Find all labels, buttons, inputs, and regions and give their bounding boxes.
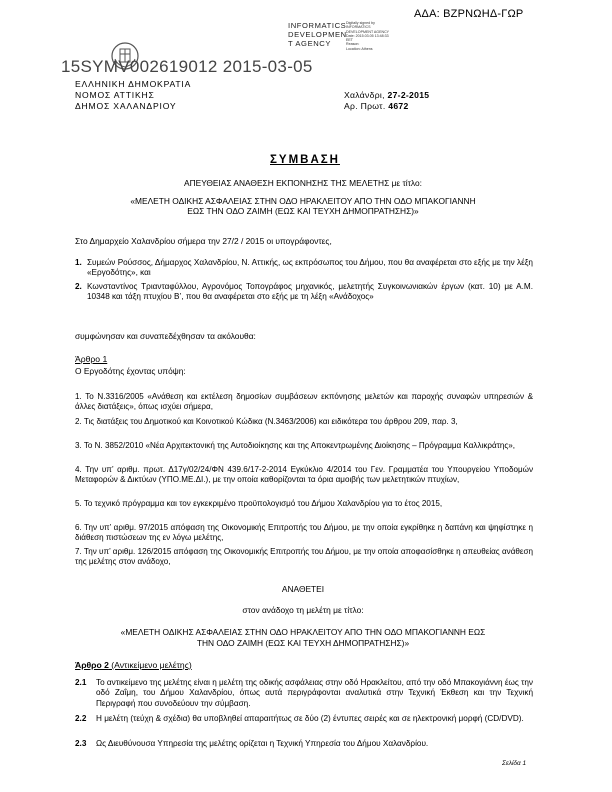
article-2-subject: (Αντικείμενο μελέτης) xyxy=(108,660,192,670)
place-label: Χαλάνδρι, xyxy=(344,90,388,100)
project-title-2-line: ΤΗΝ ΟΔΟ ΖΑΙΜΗ (ΕΩΣ ΚΑΙ ΤΕΥΧΗ ΔΗΜΟΠΡΑΤΗΣΗΣ)» xyxy=(196,638,410,648)
subitem-text: Η μελέτη (τεύχη & σχέδια) θα υποβληθεί απαραιτήτως σε δύο (2) έντυπες σειρές και σε ηλεκτρονική μορφή (CD/DVD). xyxy=(96,714,524,723)
article-2-heading xyxy=(75,660,192,671)
subitem-text: Το αντικείμενο της μελέτης είναι η μελέτη της οδικής ασφάλειας στην οδό Ηρακλείτου, από την οδό Μπακογιάννη έως την οδό Ζαΐμη, του Δήμου Χαλανδρίου, όπως αυτά περιγράφονται αναλυτικά στην Τεχνική Έκθεση και την Τεχνική Περιγραφή που συνοδεύουν την σύμβαση. xyxy=(96,678,533,708)
party-number: 2. xyxy=(75,282,82,291)
subitem-text: Ως Διευθύνουσα Υπηρεσία της μελέτης ορίζεται η Τεχνική Υπηρεσία του Δήμου Χαλανδρίου. xyxy=(96,739,429,748)
article-2-label: Άρθρο 2 xyxy=(75,660,109,670)
header-date xyxy=(344,90,429,101)
agency-line: DEVELOPMEN xyxy=(288,30,347,39)
agency-line: T AGENCY xyxy=(288,39,332,48)
document-subtitle: ΑΠΕΥΘΕΙΑΣ ΑΝΑΘΕΣΗ ΕΚΠΟΝΗΣΗΣ ΤΗΣ ΜΕΛΕΤΗΣ με τίτλο: xyxy=(184,178,422,188)
document-title: ΣΥΜΒΑΣΗ xyxy=(270,154,340,166)
header-protocol xyxy=(344,101,409,112)
consideration-item: 1. Το Ν.3316/2005 «Ανάθεση και εκτέλεση δημοσίων συμβάσεων εκπόνησης μελετών και παροχής συναφών υπηρεσιών & άλλες διατάξεις», όπως ισχύει σήμερα, xyxy=(75,392,533,412)
header-prefecture: ΝΟΜΟΣ ΑΤΤΙΚΗΣ xyxy=(75,90,155,100)
project-title-2-line: «ΜΕΛΕΤΗ ΟΔΙΚΗΣ ΑΣΦΑΛΕΙΑΣ ΣΤΗΝ ΟΔΟ ΗΡΑΚΛΕΙΤΟΥ ΑΠΟ ΤΗΝ ΟΔΟ ΜΠΑΚΟΓΙΑΝΝΗ ΕΩΣ xyxy=(120,627,486,637)
subitem-number: 2.2 xyxy=(75,714,87,723)
sig-line: Digitally signed by xyxy=(346,21,375,25)
agency-line: INFORMATICS xyxy=(288,21,347,30)
header-country: ΕΛΛΗΝΙΚΗ ΔΗΜΟΚΡΑΤΙΑ xyxy=(75,79,192,89)
article-1-intro: Ο Εργοδότης έχοντας υπόψη: xyxy=(75,366,186,376)
assigns-heading: ΑΝΑΘΕΤΕΙ xyxy=(281,584,325,594)
registry-stamp: 15SYMV002619012 2015-03-05 xyxy=(61,57,313,76)
sig-line: Location: Athens xyxy=(346,46,373,51)
intro-text: Στο Δημαρχείο Χαλανδρίου σήμερα την 27/2 / 2015 οι υπογράφοντες, xyxy=(75,236,332,246)
sig-line: EET xyxy=(346,38,353,43)
sig-line: Reason: xyxy=(346,42,360,47)
article-1-heading xyxy=(75,354,107,365)
party-item xyxy=(75,282,533,303)
consideration-item: 5. Το τεχνικό πρόγραμμα και τον εγκεκριμένο προϋπολογισμό του Δήμου Χαλανδρίου για το έτος 2015, xyxy=(75,499,443,508)
digital-signature xyxy=(346,21,416,51)
consideration-item: 6. Την υπ’ αριθμ. 97/2015 απόφαση της Οικονομικής Επιτροπής του Δήμου, με την οποία εγκρίθηκε η δαπάνη και ψηφίστηκε η διάθεση πιστώσεων της εν λόγω μελέτης, xyxy=(75,523,533,543)
party-item xyxy=(75,258,533,279)
party-text: Συμεών Ρούσσος, Δήμαρχος Χαλανδρίου, Ν. Αττικής, ως εκπρόσωπος του Δήμου, που θα αναφέρεται στο εξής με την λέξη «Εργοδότης», και xyxy=(87,258,533,278)
consideration-item: 4. Την υπ’ αριθμ. πρωτ. Δ17γ/02/24/ΦΝ 439.6/17-2-2014 Εγκύκλιο 4/2014 του Γεν. Γραμματέα του Υπουργείου Υποδομών Μεταφορών & Δικτύων (ΥΠΟ.ΜΕ.ΔΙ.), με την οποία καθορίζονται τα όρια αμοιβής των μελετητικών πτυχίων, xyxy=(75,465,533,485)
date-value: 27-2-2015 xyxy=(387,90,430,100)
ada-code: ΑΔΑ: ΒΖΡΝΩΗΔ-ΓΩΡ xyxy=(414,8,524,20)
sig-line: INFORMATICS xyxy=(346,25,371,30)
project-title-line: ΕΩΣ ΤΗΝ ΟΔΟ ΖΑΙΜΗ (ΕΩΣ ΚΑΙ ΤΕΥΧΗ ΔΗΜΟΠΡΑΤΗΣΗΣ)» xyxy=(187,206,419,216)
subitem-number: 2.3 xyxy=(75,739,87,748)
sig-line: DEVELOPMENT AGENCY xyxy=(346,29,390,34)
party-number: 1. xyxy=(75,258,82,267)
consideration-item: 2. Τις διατάξεις του Δημοτικού και Κοινοτικού Κώδικα (Ν.3463/2006) και ειδικότερα του άρθρου 209, παρ. 3, xyxy=(75,417,458,426)
project-title-line: «ΜΕΛΕΤΗ ΟΔΙΚΗΣ ΑΣΦΑΛΕΙΑΣ ΣΤΗΝ ΟΔΟ ΗΡΑΚΛΕΙΤΟΥ ΑΠΟ ΤΗΝ ΟΔΟ ΜΠΑΚΟΓΙΑΝΝΗ xyxy=(130,196,476,206)
sig-line: Date: 2015.03.05 13:48:33 xyxy=(346,33,389,38)
signing-agency xyxy=(288,21,347,48)
consideration-item: 3. Το Ν. 3852/2010 «Νέα Αρχιτεκτονική της Αυτοδιοίκησης και της Αποκεντρωμένης Διοίκησης – Πρόγραμμα Καλλικράτης», xyxy=(75,441,516,450)
article-1-label: Άρθρο 1 xyxy=(75,354,108,364)
protocol-number: 4672 xyxy=(388,101,409,111)
protocol-label: Αρ. Πρωτ. xyxy=(344,101,389,111)
party-text: Κωνσταντίνος Τριανταφύλλου, Αγρονόμος Τοπογράφος μηχανικός, μελετητής Συγκοινωνιακών έργων (κατ. 10) με Α.Μ. 10348 και τάξη πτυχίου Β’, που θα αναφέρεται στο εξής με τη λέξη «Ανάδοχος» xyxy=(87,282,533,302)
consideration-item: 7. Την υπ’ αριθμ. 126/2015 απόφαση της Οικονομικής Επιτροπής του Δήμου, με την οποία αποφασίσθηκε η απευθείας ανάθεση της μελέτης στον ανάδοχο, xyxy=(75,547,533,567)
subitem-number: 2.1 xyxy=(75,678,87,687)
agreed-text: συμφώνησαν και συναπεδέχθησαν τα ακόλουθα: xyxy=(75,331,256,341)
header-municipality: ΔΗΜΟΣ ΧΑΛΑΝΔΡΙΟΥ xyxy=(75,101,177,111)
page-number: Σελίδα 1 xyxy=(502,760,527,767)
to-contractor-text: στον ανάδοχο τη μελέτη με τίτλο: xyxy=(242,605,364,615)
